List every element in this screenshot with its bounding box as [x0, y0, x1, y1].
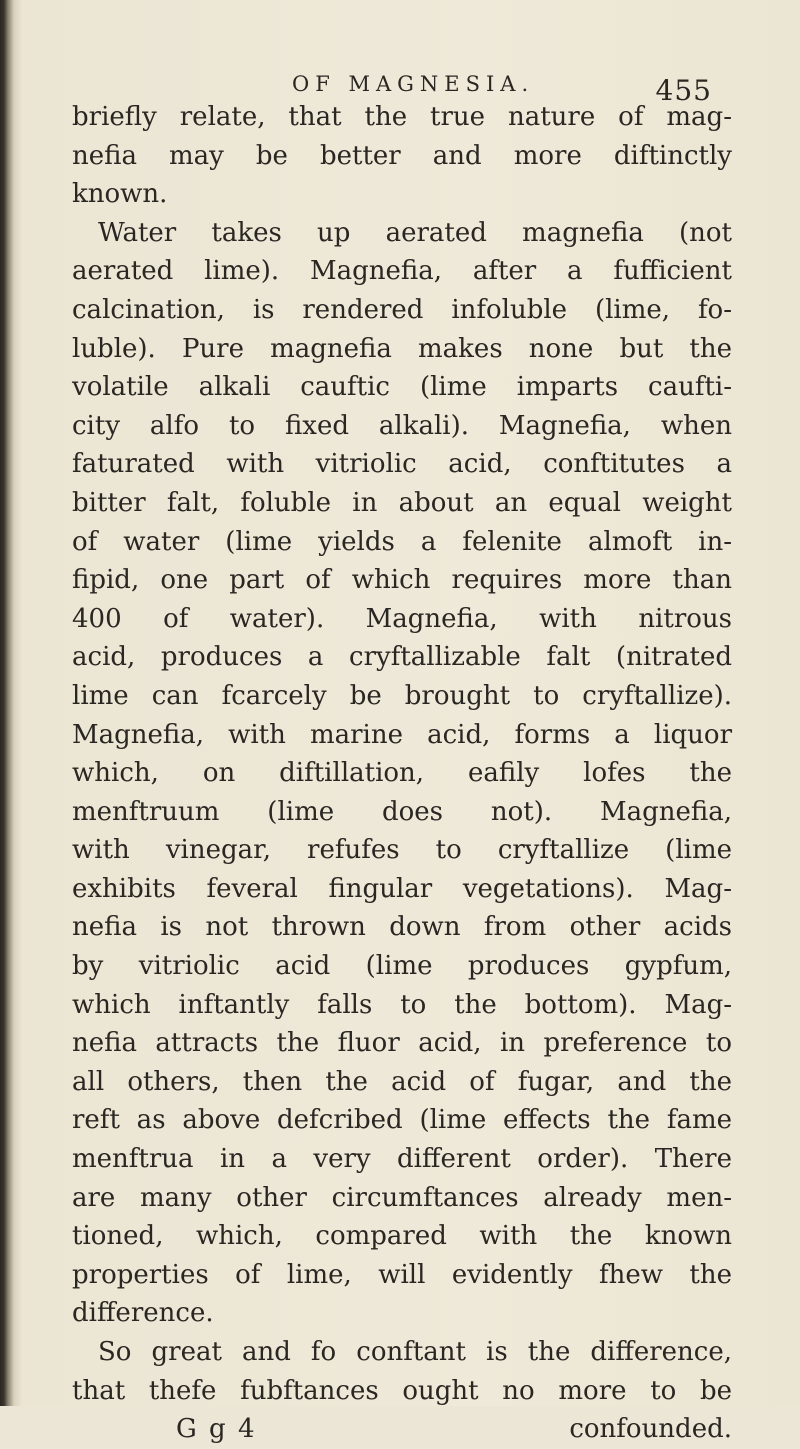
text-line: that thefe fubftances ought no more to be: [72, 1375, 732, 1406]
text-line: volatile alkali cauftic (lime imparts caufti-: [72, 372, 732, 403]
text-line: bitter falt, foluble in about an equal weight: [72, 487, 732, 518]
text-line: reft as above defcribed (lime effects the fame: [72, 1105, 732, 1136]
running-head: OF MAGNESIA.: [292, 72, 535, 96]
text-line: menftruum (lime does not). Magnefia,: [72, 796, 732, 827]
page-header: [292, 60, 712, 107]
text-line: of water (lime yields a felenite almoft in-: [72, 526, 732, 557]
text-line: acid, produces a cryftallizable falt (nitrated: [72, 642, 732, 673]
text-line: nefia may be better and more diftinctly: [72, 140, 732, 171]
text-line: which inftantly falls to the bottom). Mag-: [72, 989, 732, 1020]
text-line: nefia attracts the fluor acid, in preference to: [72, 1028, 732, 1059]
text-line: lime can fcarcely be brought to cryftallize).: [72, 680, 732, 711]
text-line: menftrua in a very different order). There: [72, 1144, 732, 1175]
text-line: faturated with vitriolic acid, conftitutes a: [72, 449, 732, 480]
text-line: briefly relate, that the true nature of mag-: [72, 102, 732, 132]
text-line: are many other circumftances already men-: [72, 1182, 732, 1213]
text-line: with vinegar, refufes to cryftallize (lime: [72, 835, 732, 866]
text-line: fipid, one part of which requires more than: [72, 565, 732, 596]
paragraph-start-line: So great and fo conftant is the difference,: [98, 1337, 732, 1367]
text-line: aerated lime). Magnefia, after a fufficient: [72, 256, 732, 287]
paragraph-start-line: Water takes up aerated magnefia (not: [98, 217, 732, 248]
body-text: [72, 98, 732, 1449]
text-line: Magnefia, with marine acid, forms a liquor: [72, 719, 732, 750]
page-number: 455: [655, 74, 712, 107]
text-line: 400 of water). Magnefia, with nitrous: [72, 603, 732, 634]
text-line: properties of lime, will evidently fhew the: [72, 1259, 732, 1290]
text-line: city alfo to fixed alkali). Magnefia, when: [72, 410, 732, 441]
text-line: tioned, which, compared with the known: [72, 1221, 732, 1252]
text-line: nefia is not thrown down from other acids: [72, 912, 732, 943]
catchword: confounded.: [569, 1414, 732, 1445]
text-line: all others, then the acid of fugar, and the: [72, 1066, 732, 1097]
footer-line: [72, 1410, 732, 1449]
text-line: calcination, is rendered infoluble (lime, fo-: [72, 294, 732, 325]
text-line: luble). Pure magnefia makes none but the: [72, 333, 732, 364]
text-line: which, on diftillation, eafily lofes the: [72, 758, 732, 789]
text-line: exhibits feveral fingular vegetations). Mag-: [72, 873, 732, 904]
text-line: known.: [72, 179, 168, 210]
text-line: by vitriolic acid (lime produces gypfum,: [72, 951, 732, 982]
text-line: difference.: [72, 1298, 214, 1329]
signature-mark: G g 4: [176, 1414, 257, 1445]
